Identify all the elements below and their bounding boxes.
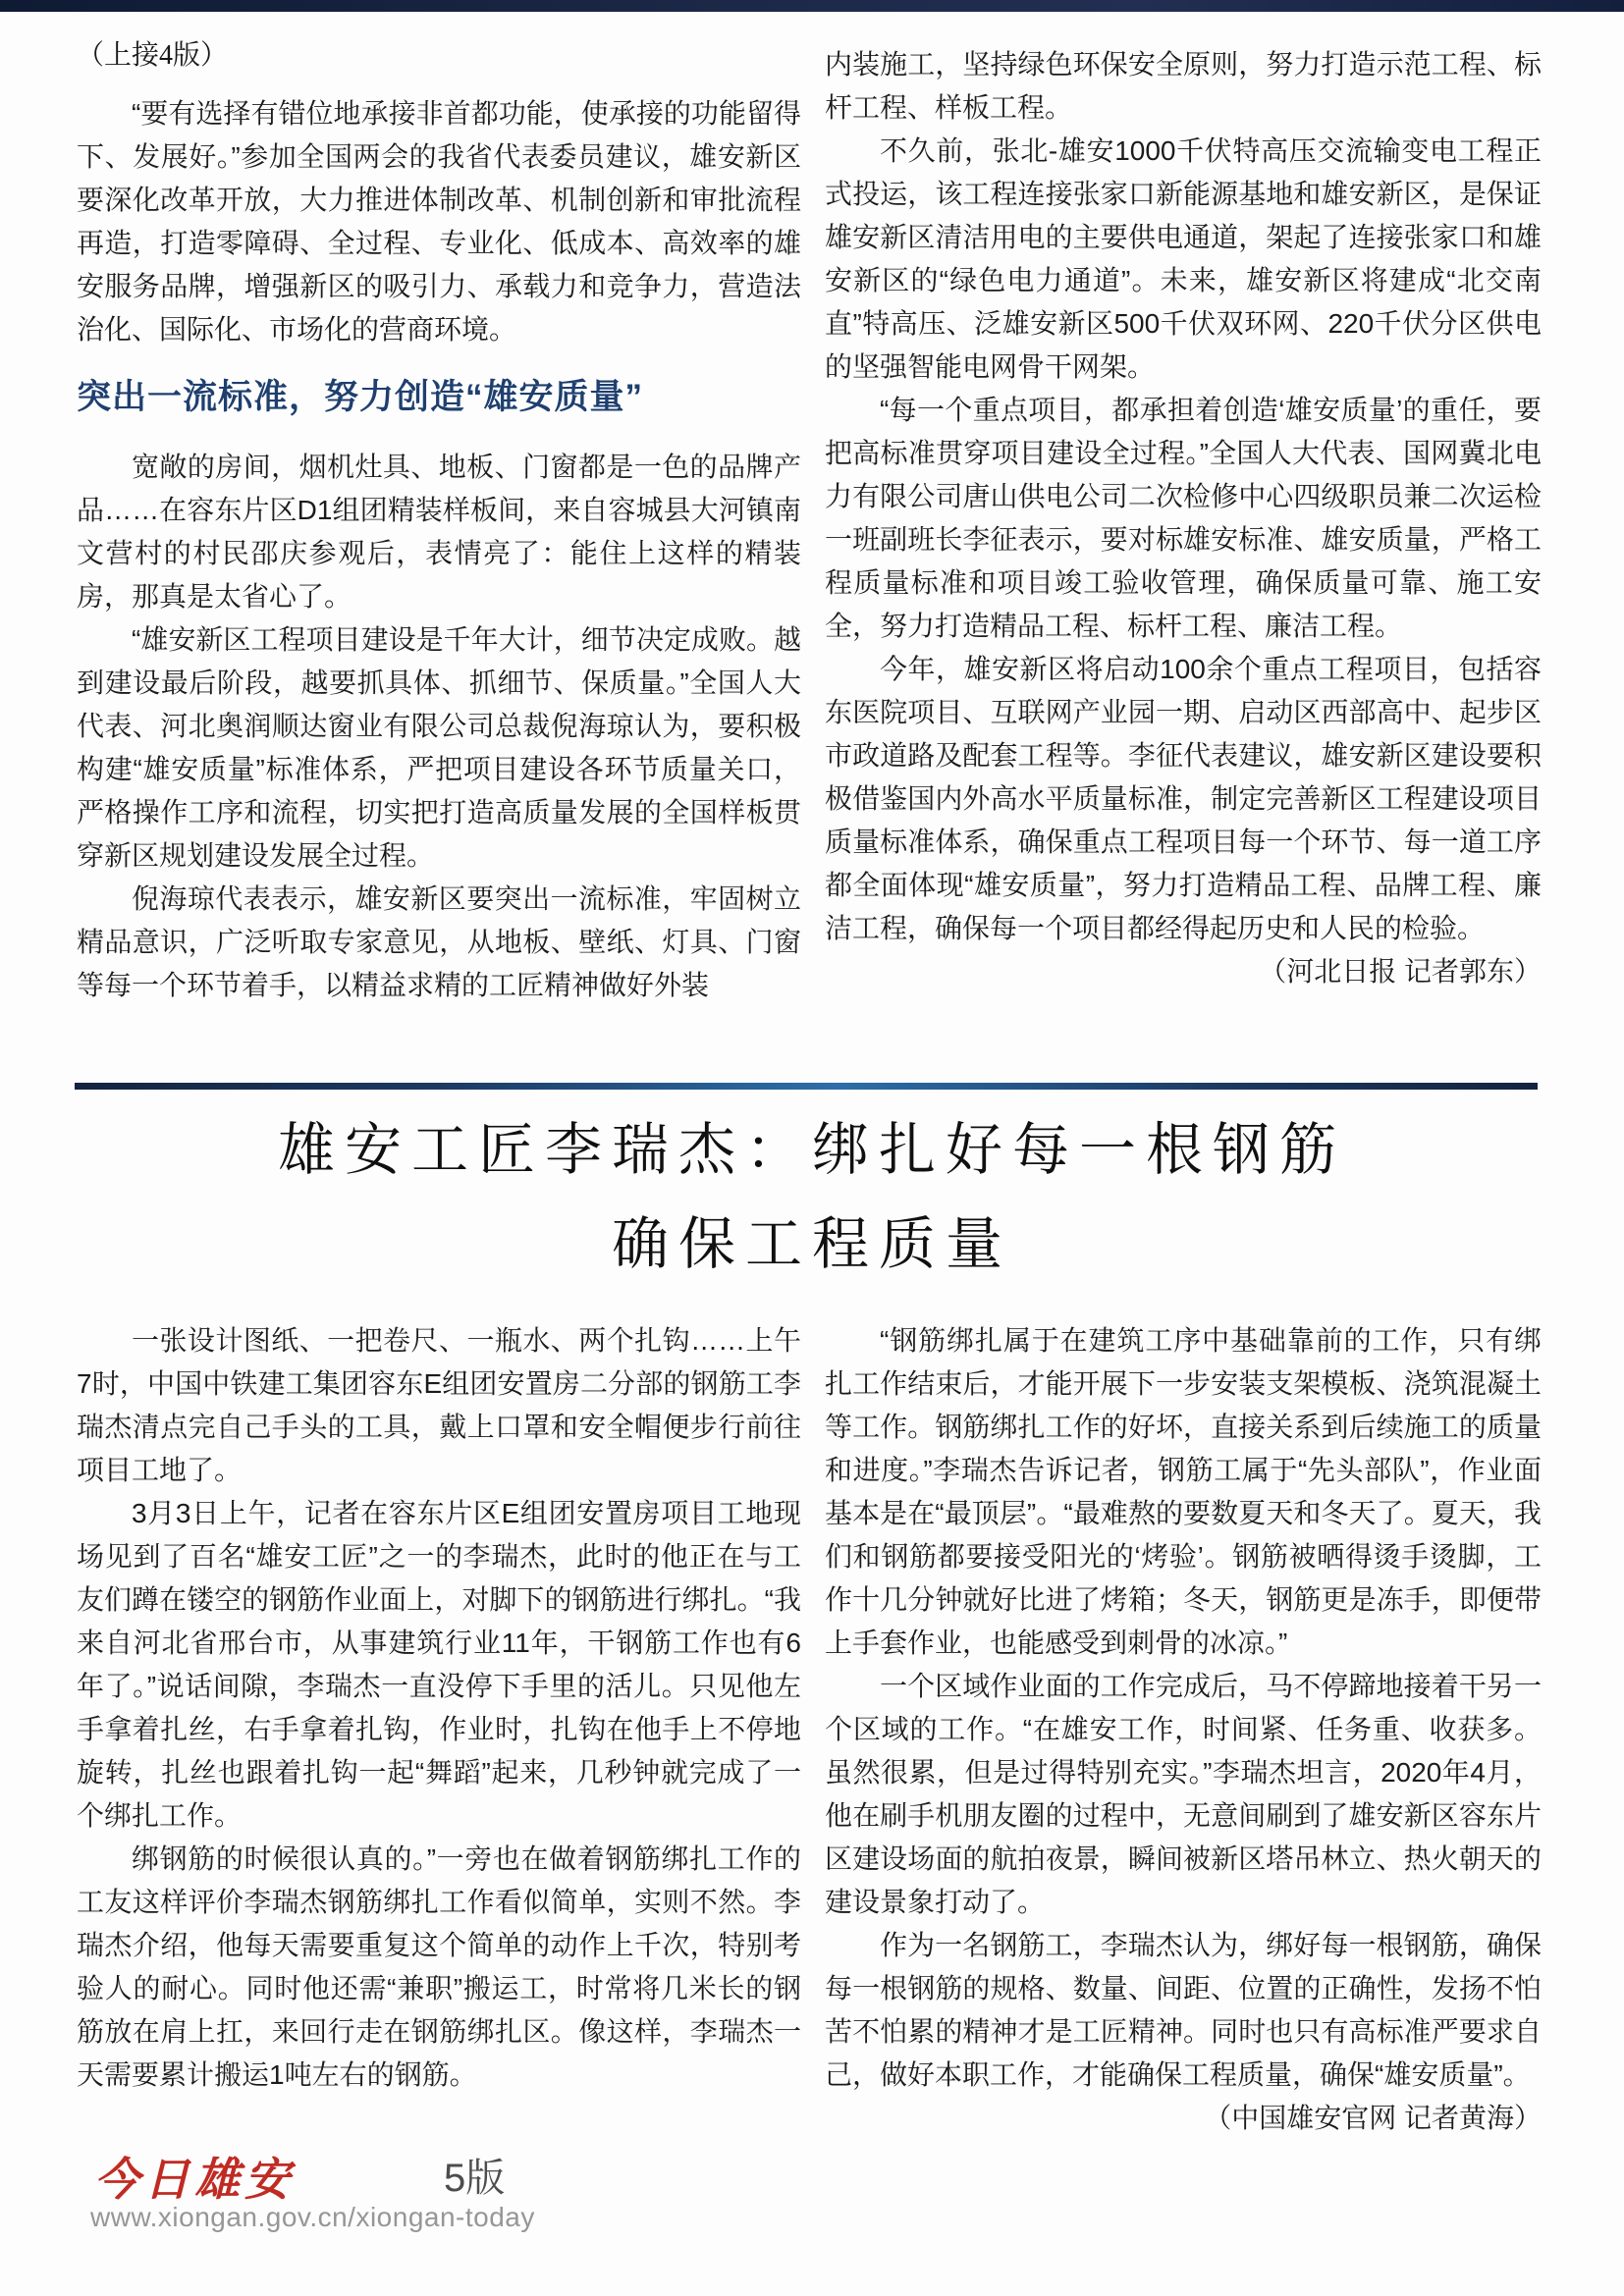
headline-line1: 雄安工匠李瑞杰：绑扎好每一根钢筋 <box>277 1118 1346 1182</box>
article1-subhead: 突出一流标准，努力创造“雄安质量” <box>77 378 644 416</box>
article2-byline: （中国雄安官网 记者黄海） <box>1204 2103 1542 2133</box>
page-top-border <box>0 0 1624 12</box>
paragraph-text: 作为一名钢筋工，李瑞杰认为，绑好每一根钢筋，确保每一根钢筋的规格、数量、间距、位置的正确性，发扬不怕苦不怕累的精神才是工匠精神。同时也只有高标准严要求自己，做好本职工作，才能确保工程质量，确保“雄安质量”。 <box>825 1930 1542 2090</box>
paragraph: “雄安新区工程项目建设是千年大计，细节决定成败。越到建设最后阶段，越要抓具体、抓细节、保质量。”全国人大代表、河北奥润顺达窗业有限公司总裁倪海琼认为，要积极构建“雄安质量”标准体系，严把项目建设各环节质量关口，严格操作工序和流程，切实把打造高质量发展的全国样板贯穿新区规划建设发展全过程。 <box>77 624 801 871</box>
paragraph: 宽敞的房间，烟机灶具、地板、门窗都是一色的品牌产品……在容东片区D1组团精装样板间，来自容城县大河镇南文营村的村民邵庆参观后，表情亮了：能住上这样的精装房，那真是太省心了。 <box>77 452 801 612</box>
article2-right-column <box>825 1319 1542 2140</box>
paragraph: 一张设计图纸、一把卷尺、一瓶水、两个扎钩……上午7时，中国中铁建工集团容东E组团安置房二分部的钢筋工李瑞杰清点完自己手头的工具，戴上口罩和安全帽便步行前往项目工地了。 <box>77 1325 801 1485</box>
article1-right-column <box>825 43 1542 993</box>
article2-headline <box>0 1103 1624 1292</box>
section-divider <box>75 1083 1538 1090</box>
paragraph: 一个区域作业面的工作完成后，马不停蹄地接着干另一个区域的工作。“在雄安工作，时间紧、任务重、收获多。虽然很累，但是过得特别充实。”李瑞杰坦言，2020年4月，他在刷手机朋友圈的过程中，无意间刷到了雄安新区容东片区建设场面的航拍夜景，瞬间被新区塔吊林立、热火朝天的建设景象打动了。 <box>825 1671 1542 1917</box>
paragraph <box>825 648 1542 993</box>
paragraph: “要有选择有错位地承接非首都功能，使承接的功能留得下、发展好。”参加全国两会的我省代表委员建议，雄安新区要深化改革开放，大力推进体制改革、机制创新和审批流程再造，打造零障碍、全过程、专业化、低成本、高效率的雄安服务品牌，增强新区的吸引力、承载力和竞争力，营造法治化、国际化、市场化的营商环境。 <box>77 98 801 345</box>
headline-line2: 确保工程质量 <box>611 1212 1012 1276</box>
paragraph: 绑钢筋的时候很认真的。”一旁也在做着钢筋绑扎工作的工友这样评价李瑞杰钢筋绑扎工作看似简单，实则不然。李瑞杰介绍，他每天需要重复这个简单的动作上千次，特别考验人的耐心。同时他还需“兼职”搬运工，时常将几米长的钢筋放在肩上扛，来回行走在钢筋绑扎区。像这样，李瑞杰一天需要累计搬运1吨左右的钢筋。 <box>77 1843 801 2090</box>
paragraph-text: 今年，雄安新区将启动100余个重点工程项目，包括容东医院项目、互联网产业园一期、启动区西部高中、起步区市政道路及配套工程等。李征代表建议，雄安新区建设要积极借鉴国内外高水平质量标准，制定完善新区工程建设项目质量标准体系，确保重点工程项目每一个环节、每一道工序都全面体现“雄安质量”，努力打造精品工程、品牌工程、廉洁工程，确保每一个项目都经得起历史和人民的检验。 <box>825 654 1542 943</box>
paragraph <box>825 1924 1542 2140</box>
masthead-logo: 今日雄安 <box>94 2155 295 2205</box>
article1-byline: （河北日报 记者郭东） <box>1259 956 1542 987</box>
continuation-note: （上接4版） <box>77 40 229 71</box>
site-url-text: www.xiongan.gov.cn/xiongan-today <box>90 2202 535 2232</box>
paragraph: 3月3日上午，记者在容东片区E组团安置房项目工地现场见到了百名“雄安工匠”之一的李瑞杰，此时的他正在与工友们蹲在镂空的钢筋作业面上，对脚下的钢筋进行绑扎。“我来自河北省邢台市，从事建筑行业11年，干钢筋工作也有6年了。”说话间隙，李瑞杰一直没停下手里的活儿。只见他左手拿着扎丝，右手拿着扎钩，作业时，扎钩在他手上不停地旋转，扎丝也跟着扎钩一起“舞蹈”起来，几秒钟就完成了一个绑扎工作。 <box>77 1498 801 1831</box>
paragraph: “钢筋绑扎属于在建筑工序中基础靠前的工作，只有绑扎工作结束后，才能开展下一步安装支架模板、浇筑混凝土等工作。钢筋绑扎工作的好坏，直接关系到后续施工的质量和进度。”李瑞杰告诉记者，钢筋工属于“先头部队”，作业面基本是在“最顶层”。“最难熬的要数夏天和冬天了。夏天，我们和钢筋都要接受阳光的‘烤验’。钢筋被晒得烫手烫脚，工作十几分钟就好比进了烤箱；冬天，钢筋更是冻手，即便带上手套作业，也能感受到刺骨的冰凉。” <box>825 1325 1542 1658</box>
article1-left-column <box>77 35 801 1007</box>
paragraph: “每一个重点项目，都承担着创造‘雄安质量’的重任，要把高标准贯穿项目建设全过程。”全国人大代表、国网冀北电力有限公司唐山供电公司二次检修中心四级职员兼二次运检一班副班长李征表示，要对标雄安标准、雄安质量，严格工程质量标准和项目竣工验收管理，确保质量可靠、施工安全，努力打造精品工程、标杆工程、廉洁工程。 <box>825 395 1542 641</box>
paragraph: 倪海琼代表表示，雄安新区要突出一流标准，牢固树立精品意识，广泛听取专家意见，从地板、壁纸、灯具、门窗等每一个环节着手，以精益求精的工匠精神做好外装 <box>77 883 801 1000</box>
paragraph: 不久前，张北-雄安1000千伏特高压交流输变电工程正式投运，该工程连接张家口新能源基地和雄安新区，是保证雄安新区清洁用电的主要供电通道，架起了连接张家口和雄安新区的“绿色电力通道”。未来，雄安新区将建成“北交南直”特高压、泛雄安新区500千伏双环网、220千伏分区供电的坚强智能电网骨干网架。 <box>825 135 1542 382</box>
paragraph: 内装施工，坚持绿色环保安全原则，努力打造示范工程、标杆工程、样板工程。 <box>825 49 1542 123</box>
article2-left-column <box>77 1319 801 2097</box>
page-number-label: 5版 <box>444 2157 506 2200</box>
